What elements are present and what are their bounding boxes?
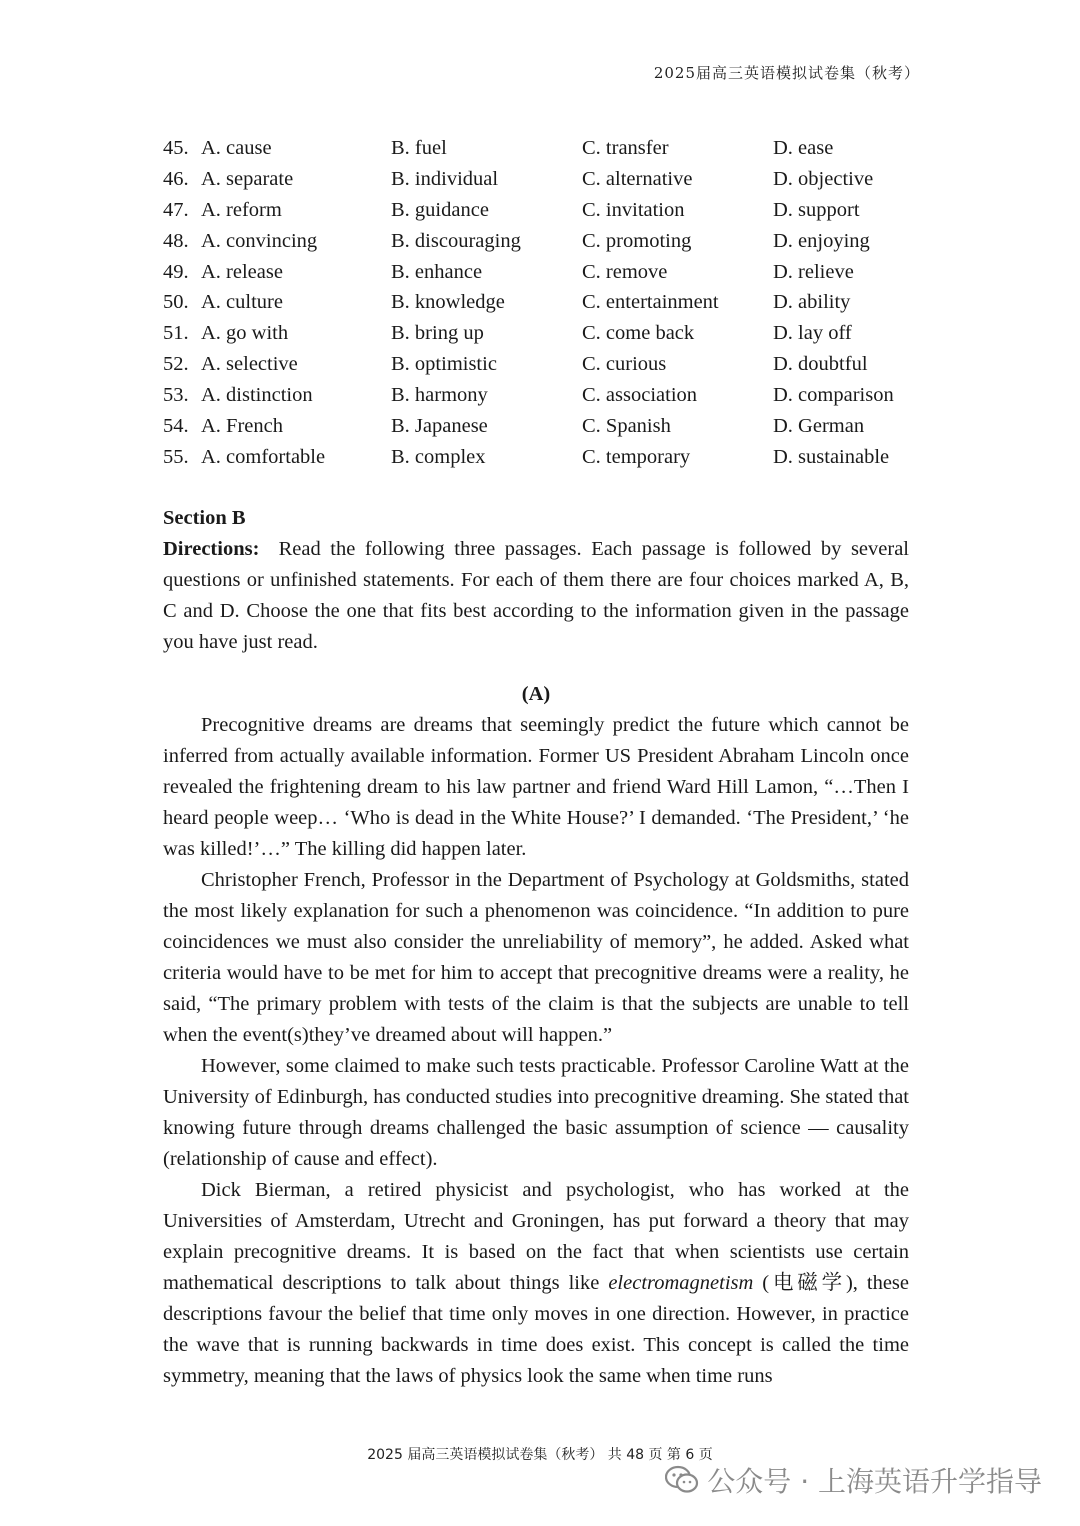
option-b: B. optimistic	[391, 353, 497, 376]
option-c: C. association	[582, 384, 698, 407]
option-row	[163, 133, 923, 164]
option-c: C. alternative	[582, 167, 693, 190]
option-row	[163, 257, 923, 288]
directions-text: Read the following three passages. Each passage is followed by several questions or unfinished statements. For each of them there are four choices marked A, B, C and D. Choose the one that fits best according to the information given in the passage you have just read.	[163, 538, 910, 653]
option-c: C. Spanish	[582, 414, 671, 437]
option-c: C. come back	[582, 322, 695, 345]
option-row	[163, 380, 923, 411]
option-d: D. relieve	[773, 260, 854, 283]
paragraph-4-text-a: Dick Bierman, a retired physicist and psychologist, who has worked at the Universities of Amsterdam, Utrecht and Groningen, has put forward a theory that may explain precognitive dreams. It is based on the fact that when scientists use certain mathematical descriptions to talk about things like	[163, 1179, 909, 1294]
option-c: C. remove	[582, 260, 668, 283]
option-c: C. transfer	[582, 136, 669, 159]
question-number: 45.	[163, 136, 189, 159]
option-row	[163, 318, 923, 349]
directions-label: Directions:	[163, 538, 260, 560]
option-b: B. knowledge	[391, 291, 505, 314]
option-row	[163, 164, 923, 195]
section-title: Section B	[163, 507, 246, 529]
question-number: 55.	[163, 445, 189, 468]
option-row	[163, 195, 923, 226]
option-c: C. invitation	[582, 198, 685, 221]
option-d: D. German	[773, 414, 865, 437]
option-a: A. comfortable	[201, 445, 326, 468]
option-a: A. reform	[201, 198, 282, 221]
option-a: A. cause	[201, 136, 272, 159]
option-d: D. enjoying	[773, 229, 870, 252]
wechat-icon	[665, 1465, 699, 1495]
question-number: 49.	[163, 260, 189, 283]
question-number: 46.	[163, 167, 189, 190]
option-c: C. entertainment	[582, 291, 719, 314]
option-d: D. ease	[773, 136, 834, 159]
paragraph-3: However, some claimed to make such tests practicable. Professor Caroline Watt at the University of Edinburgh, has conducted studies into precognitive dreaming. She stated that knowing future through dreams challenged the basic assumption of science — causality (relationship of cause and effect).	[163, 1055, 910, 1170]
watermark-text: 公众号 · 上海英语升学指导	[707, 1465, 1042, 1498]
question-number: 52.	[163, 353, 189, 376]
option-b: B. individual	[391, 167, 499, 190]
page-footer: 2025 届高三英语模拟试卷集（秋考） 共 48 页 第 6 页	[367, 1447, 713, 1463]
question-number: 50.	[163, 291, 189, 314]
answer-options-table	[163, 133, 923, 473]
paragraph-4-text-b: (电磁学), these descriptions favour the belief that time only moves in one direction. However, in practice the wave that is running backwards in time does exist. This concept is called the time symmetry, meaning that the laws of physics look the same when time runs	[163, 1272, 909, 1387]
option-d: D. sustainable	[773, 445, 890, 468]
option-a: A. distinction	[201, 384, 313, 407]
option-row	[163, 226, 923, 257]
option-a: A. release	[201, 260, 283, 283]
question-number: 48.	[163, 229, 189, 252]
option-b: B. guidance	[391, 198, 489, 221]
option-d: D. doubtful	[773, 353, 868, 376]
option-d: D. lay off	[773, 322, 852, 345]
option-d: D. ability	[773, 291, 851, 314]
option-b: B. bring up	[391, 322, 484, 345]
option-a: A. convincing	[201, 229, 318, 252]
option-b: B. complex	[391, 445, 486, 468]
passage-a	[163, 679, 909, 1392]
option-b: B. enhance	[391, 260, 483, 283]
page-header: 2025届高三英语模拟试卷集（秋考）	[653, 64, 920, 82]
option-d: D. support	[773, 198, 860, 221]
question-number: 53.	[163, 384, 189, 407]
option-b: B. Japanese	[391, 414, 488, 437]
option-d: D. objective	[773, 167, 874, 190]
option-a: A. selective	[201, 353, 298, 376]
directions	[163, 534, 909, 658]
question-number: 54.	[163, 414, 189, 437]
option-row	[163, 349, 923, 380]
passage-title: (A)	[521, 683, 551, 705]
option-row	[163, 442, 923, 473]
option-a: A. separate	[201, 167, 294, 190]
option-c: C. temporary	[582, 445, 691, 468]
option-c: C. promoting	[582, 229, 692, 252]
paragraph-2: Christopher French, Professor in the Department of Psychology at Goldsmiths, stated the most likely explanation for such a phenomenon was coincidence. “In addition to pure coincidences we must also consider the unreliability of memory”, he added. Asked what criteria would have to be met for him to accept that precognitive dreams were a reality, he said, “The primary problem with tests of the claim is that the subjects are unable to tell when the event(s)they’ve dreamed about will happen.”	[163, 869, 909, 1046]
question-number: 51.	[163, 322, 189, 345]
option-c: C. curious	[582, 353, 667, 376]
paragraph-4-term: electromagnetism	[608, 1272, 754, 1294]
watermark	[665, 1460, 1042, 1500]
option-b: B. discouraging	[391, 229, 521, 252]
paragraph-1: Precognitive dreams are dreams that seemingly predict the future which cannot be inferred from actually available information. Former US President Abraham Lincoln once revealed the frightening dream to his law partner and friend Ward Hill Lamon, “…Then I heard people weep… ‘Who is dead in the White House?’ I demanded. ‘The President,’ ‘he was killed!’…” The killing did happen later.	[163, 714, 909, 860]
option-d: D. comparison	[773, 384, 894, 407]
option-row	[163, 287, 923, 318]
option-a: A. go with	[201, 322, 289, 345]
option-a: A. French	[201, 414, 283, 437]
section-b	[163, 503, 909, 658]
option-b: B. fuel	[391, 136, 447, 159]
question-number: 47.	[163, 198, 189, 221]
option-a: A. culture	[201, 291, 283, 314]
paragraph-4	[163, 1175, 909, 1392]
option-b: B. harmony	[391, 384, 488, 407]
option-row	[163, 411, 923, 442]
